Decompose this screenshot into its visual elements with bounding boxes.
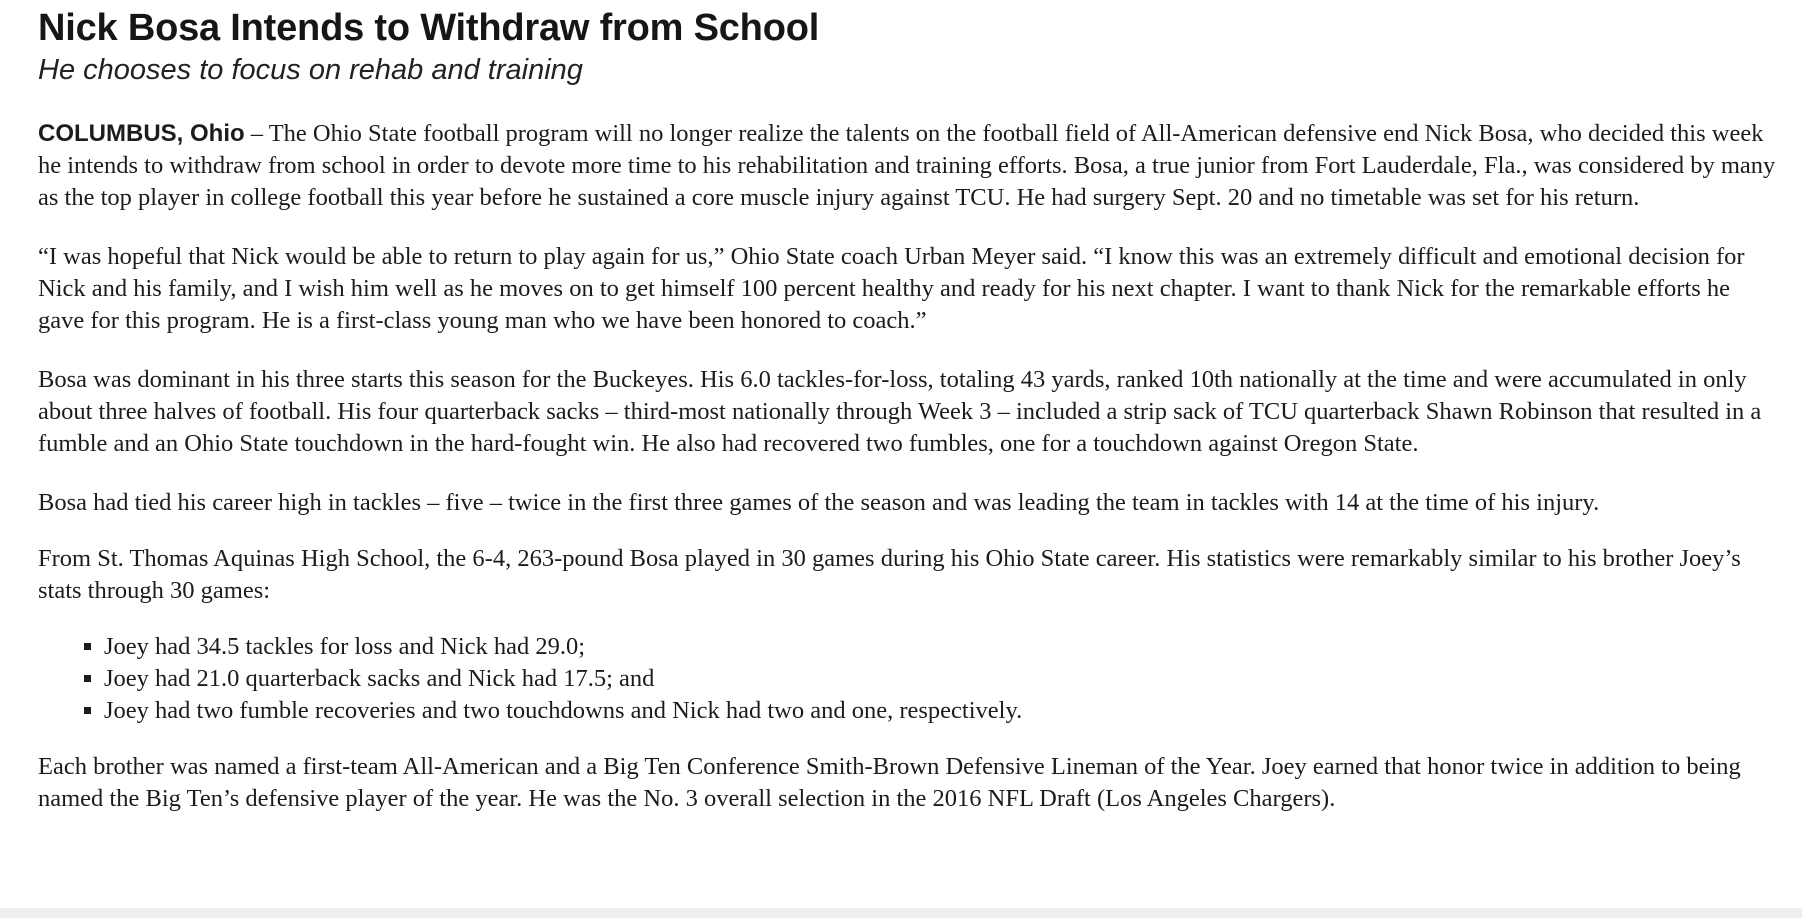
dateline: COLUMBUS, Ohio <box>38 120 245 147</box>
article-subhead: He chooses to focus on rehab and training <box>38 54 583 86</box>
list-item <box>84 663 1778 695</box>
lede-text: The Ohio State football program will no longer realize the talents on the football field of All-American defensive end Nick Bosa, who decided this week he intends to withdraw from school in order to devote more time to his rehabilitation and training efforts. Bosa, a true junior from Fort Lauderdale, Fla., was considered by many as the top player in college football this year before he sustained a core muscle injury against TCU. He had surgery Sept. 20 and no timetable was set for his return. <box>38 120 1776 211</box>
list-item <box>84 631 1778 663</box>
bullet-icon <box>84 707 91 714</box>
bullet-icon <box>84 675 91 682</box>
paragraph-season-stats: Bosa was dominant in his three starts this season for the Buckeyes. His 6.0 tackles-for-loss, totaling 43 yards, ranked 10th nationally at the time and were accumulated in only about three halves of football. His four quarterback sacks – third-most nationally through Week 3 – included a strip sack of TCU quarterback Shawn Robinson that resulted in a fumble and an Ohio State touchdown in the hard-fought win. He also had recovered two fumbles, one for a touchdown against Oregon State. <box>38 366 1762 457</box>
list-item-text: Joey had two fumble recoveries and two touchdowns and Nick had two and one, respectively. <box>104 697 1023 724</box>
brothers-stats-list <box>38 631 1778 727</box>
list-item-text: Joey had 34.5 tackles for loss and Nick had 29.0; <box>104 633 586 660</box>
paragraph-career: From St. Thomas Aquinas High School, the 6-4, 263-pound Bosa played in 30 games during his Ohio State career. His statistics were remarkably similar to his brother Joey’s stats through 30 games: <box>38 545 1741 604</box>
list-item <box>84 695 1778 727</box>
bullet-icon <box>84 643 91 650</box>
paragraph-honors: Each brother was named a first-team All-American and a Big Ten Conference Smith-Brown Defensive Lineman of the Year. Joey earned that honor twice in addition to being named the Big Ten’s defensive player of the year. He was the No. 3 overall selection in the 2016 NFL Draft (Los Angeles Chargers). <box>38 753 1741 812</box>
paragraph-tackles: Bosa had tied his career high in tackles – five – twice in the first three games of the season and was leading the team in tackles with 14 at the time of his injury. <box>38 489 1600 516</box>
article-body <box>38 118 1778 815</box>
paragraph-quote: “I was hopeful that Nick would be able to return to play again for us,” Ohio State coach Urban Meyer said. “I know this was an extremely difficult and emotional decision for Nick and his family, and I wish him well as he moves on to get himself 100 percent healthy and ready for his next chapter. I want to thank Nick for the remarkable efforts he gave for this program. He is a first-class young man who we have been honored to coach.” <box>38 243 1745 334</box>
article-headline: Nick Bosa Intends to Withdraw from School <box>38 7 820 49</box>
page-bottom-edge <box>0 908 1802 918</box>
paragraph-lede <box>38 118 1778 214</box>
dateline-separator: – <box>244 120 269 147</box>
list-item-text: Joey had 21.0 quarterback sacks and Nick had 17.5; and <box>104 665 655 692</box>
